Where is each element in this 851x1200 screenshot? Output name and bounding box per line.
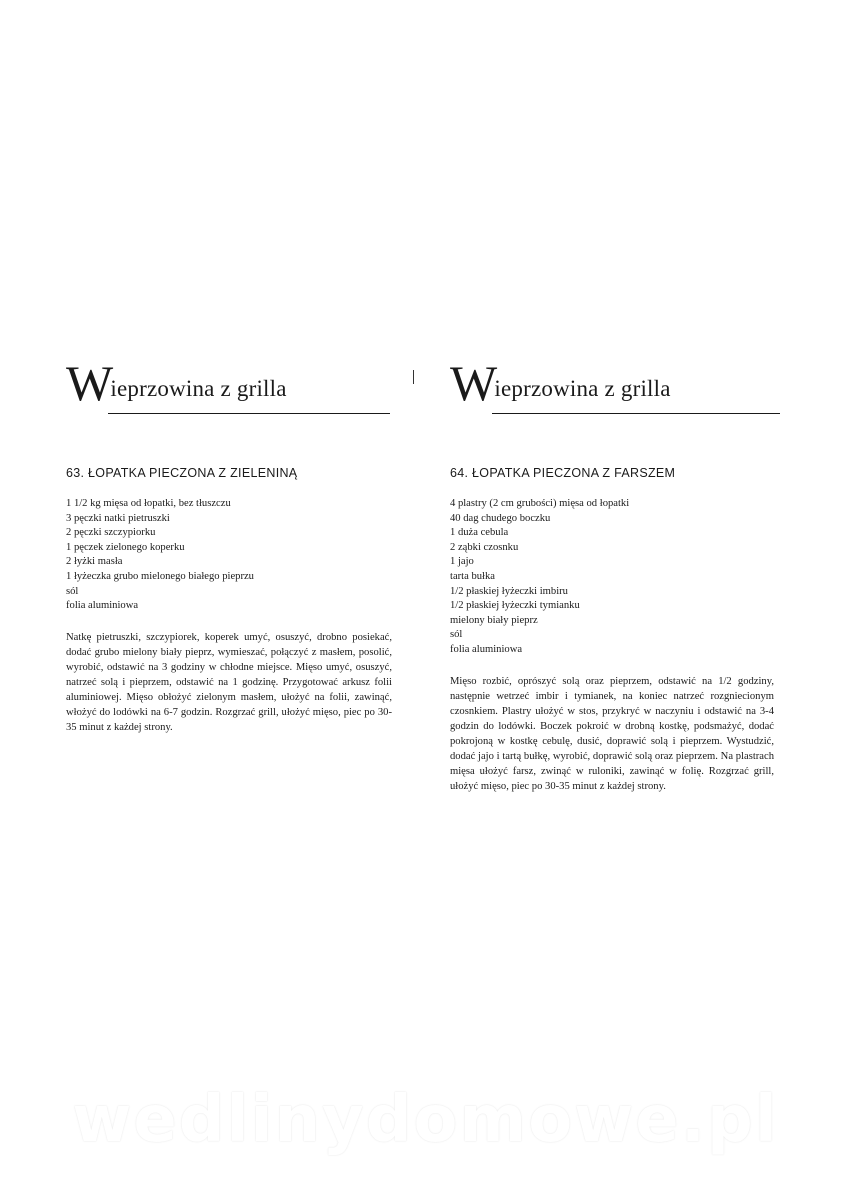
ingredient-item: folia aluminiowa <box>450 643 523 655</box>
ingredient-item: 1/2 płaskiej łyżeczki tymianku <box>450 600 580 612</box>
site-watermark: wedlinydomowe.pl <box>72 1083 779 1157</box>
ingredient-item: sól <box>66 585 79 597</box>
chapter-title <box>66 355 287 411</box>
chapter-title-text: ieprzowina z grilla <box>110 376 287 401</box>
ingredient-item: 3 pęczki natki pietruszki <box>66 512 170 524</box>
recipe-title: 64. ŁOPATKA PIECZONA Z FARSZEM <box>450 466 676 480</box>
ingredient-item: 2 ząbki czosnku <box>450 541 519 553</box>
header-rule <box>108 413 390 414</box>
chapter-header <box>450 355 774 416</box>
recipe-method: Natkę pietruszki, szczypiorek, koperek umyć, osuszyć, drobno posiekać, dodać grubo mielony biały pieprz, wymieszać, połączyć z masłem, posolić, wyrobić, odstawić na 3 godziny w chłodne miejsce. Mięso umyć, osuszyć, natrzeć solą i pieprzem, odstawić na 1 godzinę. Przygotować arkusz folii aluminiowej. Mięso obłożyć zielonym masłem, ułożyć na folii, zawinąć, włożyć do lodówki na 6-7 godzin. Rozgrzać grill, ułożyć mięso, piec po 30-35 minut z każdej strony. <box>66 631 392 733</box>
ingredient-item: 1 duża cebula <box>450 527 509 539</box>
chapter-title-initial: W <box>450 355 498 411</box>
ingredient-item: 1 łyżeczka grubo mielonego białego pieprzu <box>66 570 254 582</box>
chapter-title <box>450 355 671 411</box>
chapter-header <box>66 355 390 416</box>
ingredient-item: mielony biały pieprz <box>450 614 538 626</box>
ingredient-item: 4 plastry (2 cm grubości) mięsa od łopatki <box>450 498 630 509</box>
ingredient-item: 1 pęczek zielonego koperku <box>66 541 185 553</box>
ingredient-item: 40 dag chudego boczku <box>450 512 551 524</box>
ingredient-item: 1 jajo <box>450 556 474 568</box>
ingredient-item: folia aluminiowa <box>66 600 139 612</box>
chapter-title-initial: W <box>66 355 114 411</box>
recipe-title: 63. ŁOPATKA PIECZONA Z ZIELENINĄ <box>66 466 298 480</box>
ingredient-item: tarta bułka <box>450 570 496 582</box>
recipe-page-left <box>66 355 406 735</box>
ingredient-item: 1/2 płaskiej łyżeczki imbiru <box>450 585 568 597</box>
recipe-page-right <box>450 355 790 794</box>
chapter-title-text: ieprzowina z grilla <box>494 376 671 401</box>
page-divider-mark <box>413 370 414 384</box>
ingredient-list <box>66 497 406 614</box>
ingredient-item: 2 pęczki szczypiorku <box>66 527 156 539</box>
ingredient-item: 2 łyżki masła <box>66 556 123 568</box>
ingredient-item: 1 1/2 kg mięsa od łopatki, bez tłuszczu <box>66 498 231 509</box>
ingredient-list <box>450 497 790 658</box>
ingredient-item: sól <box>450 629 463 641</box>
recipe-method: Mięso rozbić, oprószyć solą oraz pieprzem, odstawić na 1/2 godziny, następnie wetrzeć imbir i tymianek, na koniec natrzeć rozgniecionym czosnkiem. Plastry ułożyć w stos, przykryć w naczyniu i odstawić na 3-4 godzin do lodówki. Boczek pokroić w drobną kostkę, podsmażyć, dodać pokrojoną w kostkę cebulę, dusić, doprawić solą i pieprzem. Wystudzić, dodać jajo i tartą bułkę, wyrobić, doprawić solą oraz pieprzem. Na plastrach mięsa ułożyć farsz, zwinąć w ruloniki, zawinąć w folię. Rozgrzać grill, ułożyć mięso, piec po 30-35 minut z każdej strony. <box>450 675 774 792</box>
header-rule <box>492 413 780 414</box>
